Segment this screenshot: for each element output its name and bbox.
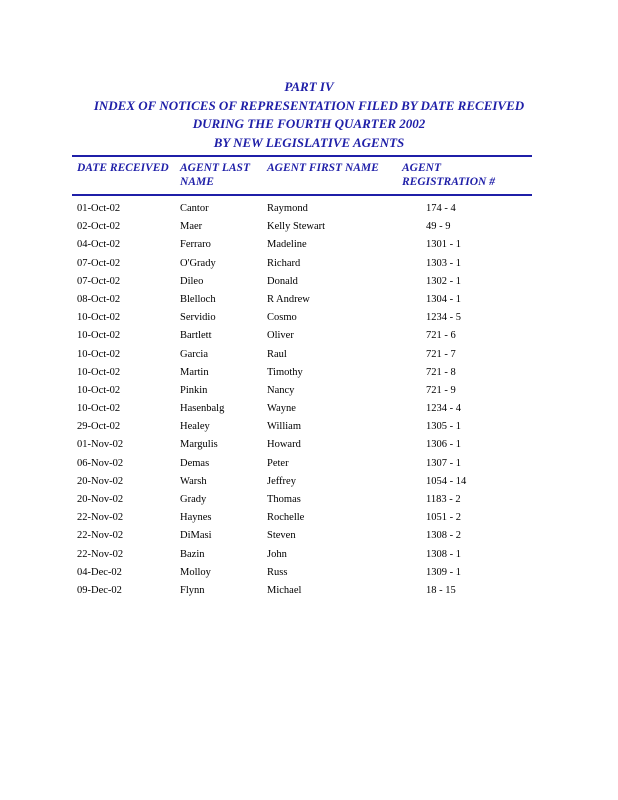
cell-date-received: 04-Oct-02 bbox=[77, 239, 121, 251]
cell-agent-last-name: Servidio bbox=[180, 312, 216, 324]
cell-agent-last-name: Cantor bbox=[180, 203, 209, 214]
cell-agent-first-name: Timothy bbox=[267, 366, 303, 378]
cell-agent-first-name: Cosmo bbox=[267, 312, 297, 324]
cell-date-received: 10-Oct-02 bbox=[77, 384, 121, 396]
cell-agent-registration: 1234 - 5 bbox=[426, 312, 461, 324]
cell-date-received: 07-Oct-02 bbox=[77, 275, 121, 287]
table-row bbox=[0, 382, 618, 400]
cell-date-received: 20-Nov-02 bbox=[77, 475, 124, 487]
cell-agent-registration: 18 - 15 bbox=[426, 584, 456, 596]
cell-agent-first-name: Rochelle bbox=[267, 512, 305, 524]
cell-agent-registration: 1307 - 1 bbox=[426, 457, 461, 469]
cell-agent-registration: 1234 - 4 bbox=[426, 403, 461, 415]
table-row bbox=[0, 218, 618, 236]
table-header bbox=[0, 161, 618, 193]
table-row bbox=[0, 236, 618, 254]
column-header-last-name-line1: AGENT LAST bbox=[180, 162, 250, 174]
cell-date-received: 22-Nov-02 bbox=[77, 530, 124, 542]
cell-agent-first-name: Peter bbox=[267, 457, 289, 469]
cell-agent-first-name: Raymond bbox=[267, 203, 308, 214]
cell-agent-first-name: Wayne bbox=[267, 403, 296, 415]
title-line-quarter: DURING THE FOURTH QUARTER 2002 bbox=[192, 116, 426, 131]
cell-date-received: 01-Oct-02 bbox=[77, 203, 121, 214]
cell-agent-registration: 721 - 9 bbox=[426, 384, 456, 396]
cell-agent-registration: 1306 - 1 bbox=[426, 439, 461, 451]
cell-agent-registration: 1054 - 14 bbox=[426, 475, 467, 487]
table-row bbox=[0, 327, 618, 345]
table-row bbox=[0, 346, 618, 364]
cell-agent-registration: 49 - 9 bbox=[426, 221, 451, 233]
cell-agent-last-name: Healey bbox=[180, 421, 210, 433]
cell-agent-first-name: Howard bbox=[267, 439, 301, 451]
title-line-part: PART IV bbox=[284, 79, 334, 94]
cell-agent-first-name: Oliver bbox=[267, 330, 294, 342]
cell-agent-last-name: Grady bbox=[180, 494, 207, 505]
cell-agent-last-name: Demas bbox=[180, 457, 210, 469]
table-row bbox=[0, 509, 618, 527]
cell-agent-last-name: Bazin bbox=[180, 548, 205, 560]
cell-agent-registration: 721 - 7 bbox=[426, 348, 456, 360]
cell-date-received: 01-Nov-02 bbox=[77, 439, 124, 451]
cell-agent-registration: 174 - 4 bbox=[426, 203, 456, 214]
cell-agent-registration: 721 - 6 bbox=[426, 330, 456, 342]
column-header-registration-line2: REGISTRATION # bbox=[402, 176, 495, 188]
cell-agent-registration: 1301 - 1 bbox=[426, 239, 461, 251]
cell-date-received: 20-Nov-02 bbox=[77, 494, 124, 505]
header-top-rule bbox=[72, 155, 532, 157]
cell-date-received: 07-Oct-02 bbox=[77, 257, 121, 269]
cell-agent-last-name: Ferraro bbox=[180, 239, 211, 251]
column-header-date-label: DATE RECEIVED bbox=[77, 162, 169, 174]
cell-date-received: 22-Nov-02 bbox=[77, 512, 124, 524]
table-row bbox=[0, 436, 618, 454]
cell-agent-registration: 1305 - 1 bbox=[426, 421, 461, 433]
cell-agent-first-name: Raul bbox=[267, 348, 287, 360]
cell-agent-last-name: Bartlett bbox=[180, 330, 212, 342]
cell-agent-first-name: R Andrew bbox=[267, 293, 310, 305]
cell-agent-last-name: DiMasi bbox=[180, 530, 212, 542]
cell-date-received: 10-Oct-02 bbox=[77, 330, 121, 342]
cell-agent-first-name: Thomas bbox=[267, 494, 301, 505]
cell-agent-last-name: Dileo bbox=[180, 275, 204, 287]
cell-agent-last-name: Martin bbox=[180, 366, 209, 378]
title-line-index: INDEX OF NOTICES OF REPRESENTATION FILED BY DATE RECEIVED bbox=[93, 97, 525, 113]
header-bottom-rule bbox=[72, 194, 532, 196]
cell-date-received: 10-Oct-02 bbox=[77, 366, 121, 378]
column-header-first-name bbox=[267, 161, 379, 175]
cell-agent-first-name: Richard bbox=[267, 257, 301, 269]
cell-agent-registration: 721 - 8 bbox=[426, 366, 456, 378]
table-row bbox=[0, 309, 618, 327]
column-header-last-name-line2: NAME bbox=[180, 176, 214, 188]
cell-agent-registration: 1051 - 2 bbox=[426, 512, 461, 524]
table-row bbox=[0, 564, 618, 582]
cell-agent-last-name: Garcia bbox=[180, 348, 208, 360]
cell-agent-last-name: Margulis bbox=[180, 439, 218, 451]
column-header-date bbox=[77, 161, 169, 175]
cell-agent-last-name: O'Grady bbox=[180, 257, 216, 269]
table-body bbox=[0, 200, 618, 600]
column-header-first-name-label: AGENT FIRST NAME bbox=[267, 162, 379, 174]
table-row bbox=[0, 255, 618, 273]
table-row bbox=[0, 473, 618, 491]
cell-agent-last-name: Blelloch bbox=[180, 293, 216, 305]
table-row bbox=[0, 527, 618, 545]
cell-agent-last-name: Maer bbox=[180, 221, 203, 233]
table-row bbox=[0, 546, 618, 564]
cell-agent-first-name: Madeline bbox=[267, 239, 307, 251]
cell-agent-registration: 1309 - 1 bbox=[426, 566, 461, 578]
cell-agent-last-name: Warsh bbox=[180, 475, 207, 487]
cell-date-received: 29-Oct-02 bbox=[77, 421, 121, 433]
cell-agent-first-name: Kelly Stewart bbox=[267, 221, 326, 233]
cell-agent-registration: 1183 - 2 bbox=[426, 494, 461, 505]
cell-date-received: 04-Dec-02 bbox=[77, 566, 122, 578]
cell-date-received: 10-Oct-02 bbox=[77, 403, 121, 415]
cell-agent-last-name: Flynn bbox=[180, 584, 205, 596]
cell-date-received: 10-Oct-02 bbox=[77, 312, 121, 324]
cell-agent-first-name: Donald bbox=[267, 275, 298, 287]
cell-date-received: 10-Oct-02 bbox=[77, 348, 121, 360]
table-row bbox=[0, 364, 618, 382]
table-row bbox=[0, 491, 618, 509]
cell-date-received: 06-Nov-02 bbox=[77, 457, 124, 469]
column-header-registration-line1: AGENT bbox=[402, 162, 441, 174]
cell-agent-registration: 1304 - 1 bbox=[426, 293, 461, 305]
cell-agent-first-name: Nancy bbox=[267, 384, 295, 396]
column-header-last-name bbox=[180, 161, 250, 189]
cell-date-received: 02-Oct-02 bbox=[77, 221, 121, 233]
cell-agent-registration: 1302 - 1 bbox=[426, 275, 461, 287]
cell-agent-last-name: Hasenbalg bbox=[180, 403, 225, 415]
cell-agent-last-name: Haynes bbox=[180, 512, 212, 524]
cell-agent-first-name: Michael bbox=[267, 584, 302, 596]
cell-date-received: 09-Dec-02 bbox=[77, 584, 122, 596]
cell-agent-first-name: Russ bbox=[267, 566, 288, 578]
cell-agent-last-name: Molloy bbox=[180, 566, 211, 578]
table-row bbox=[0, 400, 618, 418]
cell-agent-first-name: Jeffrey bbox=[267, 475, 296, 487]
cell-agent-registration: 1303 - 1 bbox=[426, 257, 461, 269]
table-row bbox=[0, 582, 618, 600]
cell-date-received: 22-Nov-02 bbox=[77, 548, 124, 560]
title-line-agents: BY NEW LEGISLATIVE AGENTS bbox=[213, 134, 405, 150]
cell-agent-last-name: Pinkin bbox=[180, 384, 208, 396]
document-title bbox=[0, 78, 618, 152]
cell-agent-registration: 1308 - 2 bbox=[426, 530, 461, 542]
table-row bbox=[0, 200, 618, 218]
cell-agent-registration: 1308 - 1 bbox=[426, 548, 461, 560]
table-row bbox=[0, 455, 618, 473]
column-header-registration bbox=[402, 161, 495, 189]
cell-agent-first-name: John bbox=[267, 548, 287, 560]
cell-agent-first-name: Steven bbox=[267, 530, 296, 542]
cell-agent-first-name: William bbox=[267, 421, 301, 433]
table-row bbox=[0, 418, 618, 436]
table-row bbox=[0, 273, 618, 291]
cell-date-received: 08-Oct-02 bbox=[77, 293, 121, 305]
table-row bbox=[0, 291, 618, 309]
